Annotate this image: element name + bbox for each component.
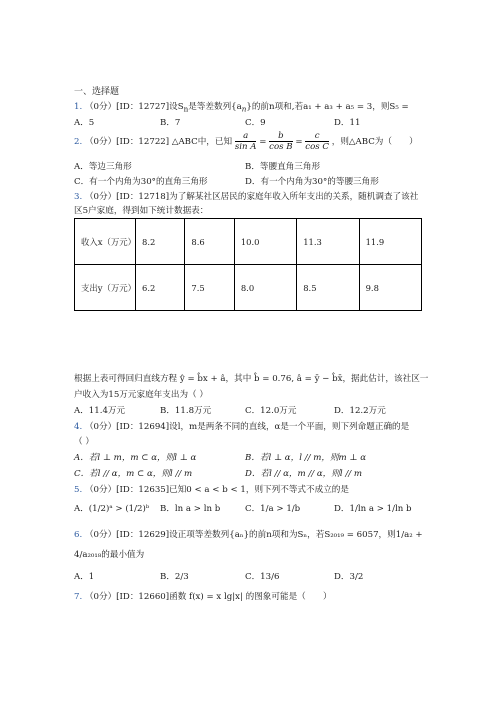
table-cell: 8.6 [185,219,234,265]
table-row-expense [75,265,422,311]
q5-option-a: A．(1/2)ᵃ > (1/2)ᵇ [74,504,150,514]
question-4 [74,420,409,432]
q6-option-a: A．1 [74,572,95,582]
fraction-c-over-cosC: $\frac{c}{\text{cos C}}$ [305,131,329,152]
question-1-sub: n [183,104,189,114]
question-6-number: 6. [74,530,83,540]
question-1-rest: 是等差数列{a [188,102,242,112]
q1-option-c: C．9 [245,118,266,128]
question-1 [74,100,409,114]
q1-option-b: B．7 [160,118,181,128]
question-4-line1: （0分）[ID：12694]设l，m是两条不同的直线，α是一个平面，则下列命题正确的是 [84,422,410,432]
question-6-line2: 4/a₂₀₁₈的最小值为 [74,550,145,560]
question-1-eq: ₁ + a₃ + a₅ = 3，则S₅ = [308,102,409,112]
question-4-line2: （ ） [74,437,94,447]
question-3 [74,190,418,202]
q3-option-d: D．12.2万元 [334,406,386,416]
q4-option-a: A．若l ⊥ m，m ⊂ α，则l ⊥ α [74,453,197,463]
q5-option-c: C．1/a > 1/b [245,504,301,514]
q2-option-b: B．等腰直角三角形 [245,162,321,172]
question-7-number: 7. [74,592,83,602]
q2-option-a: A．等边三角形 [74,162,132,172]
question-1-sub2: n [241,104,247,114]
q6-option-d: D．3/2 [334,572,364,582]
table-cell: 6.2 [136,265,185,311]
question-2-tail: ，则△ABC为（ ） [331,137,418,147]
statistics-table [74,218,422,311]
question-2-number: 2. [74,137,83,147]
table-cell: 7.5 [185,265,234,311]
question-3-line2: 区5户家庭，得到如下统计数据表： [74,206,209,216]
q3-option-a: A．11.4万元 [74,406,126,416]
question-2: 2. （0分）[ID：12722] △ABC中，已知 $\frac{a}{\text{sin A}}$ = $\frac{b}{\text{cos B}}$ = $\frac{c}{\text{cos C}}$ ，则△ABC为（ ） [74,131,418,152]
table-cell: 11.3 [297,219,359,265]
q3-option-c: C．12.0万元 [245,406,297,416]
table-cell: 8.5 [297,265,359,311]
question-5-number: 5. [74,485,83,495]
question-1-number: 1. [74,102,83,112]
q5-option-b: B．ln a > ln b [160,504,221,514]
q6-option-b: B．2/3 [160,572,189,582]
question-5 [74,483,349,495]
question-3-number: 3. [74,192,83,202]
q2-option-c: C．有一个内角为30°的直角三角形 [74,177,208,187]
question-3-after2: 户收入为15万元家庭年支出为（ ） [74,390,208,400]
q2-option-d: D．有一个内角为30°的等腰三角形 [245,177,379,187]
table-header-income: 收入x（万元） [75,219,136,265]
question-4-number: 4. [74,422,83,432]
q4-option-b: B．若l ⊥ α，l // m，则m ⊥ α [245,453,367,463]
question-3-after1: 根据上表可得回归直线方程 ŷ = b̂x + â，其中 b̂ = 0.76, â = ȳ − b̂x̄，据此估计，该社区一 [74,374,429,384]
q5-option-d: D．1/ln a > 1/ln b [334,504,412,514]
fraction-b-over-cosB: $\frac{b}{\text{cos B}}$ [269,131,293,152]
question-7 [74,590,332,602]
question-6-line1: （0分）[ID：12629]设正项等差数列{aₙ}的前n项和为Sₙ，若S₂₀₁₉ = 6057，则1/a₂ + [84,530,423,540]
question-1-rest2: }的前n项和,若a [246,102,309,112]
q4-option-c: C．若l // α，m ⊂ α，则l // m [74,469,193,479]
table-cell: 10.0 [234,219,296,265]
q6-option-c: C．13/6 [245,572,280,582]
q3-option-b: B．11.8万元 [160,406,212,416]
question-3-line1: （0分）[ID：12718]为了解某社区居民的家庭年收入所年支出的关系，随机调查了该社 [84,192,419,202]
question-2-triangle: △ABC中，已知 [171,137,233,147]
question-6 [74,528,423,540]
question-2-text: （0分）[ID：12722] [84,137,170,147]
table-cell: 8.2 [136,219,185,265]
table-cell: 9.8 [359,265,421,311]
table-header-expense: 支出y（万元） [75,265,136,311]
q1-option-d: D．11 [334,118,361,128]
q1-option-a: A．5 [74,118,95,128]
question-5-text: （0分）[ID：12635]已知0 < a < b < 1，则下列不等式不成立的是 [84,485,349,495]
table-row-income [75,219,422,265]
question-7-text: （0分）[ID：12660]函数 f(x) = x lg|x| 的图象可能是（ ） [84,592,332,602]
q4-option-d: D．若l // α，m // α，则l // m [245,469,363,479]
table-cell: 8.0 [234,265,296,311]
fraction-a-over-sinA: $\frac{a}{\text{sin A}}$ [234,131,257,152]
section-title: 一、选择题 [74,87,120,97]
question-1-text: （0分）[ID：12727]设S [84,102,184,112]
table-cell: 11.9 [359,219,421,265]
